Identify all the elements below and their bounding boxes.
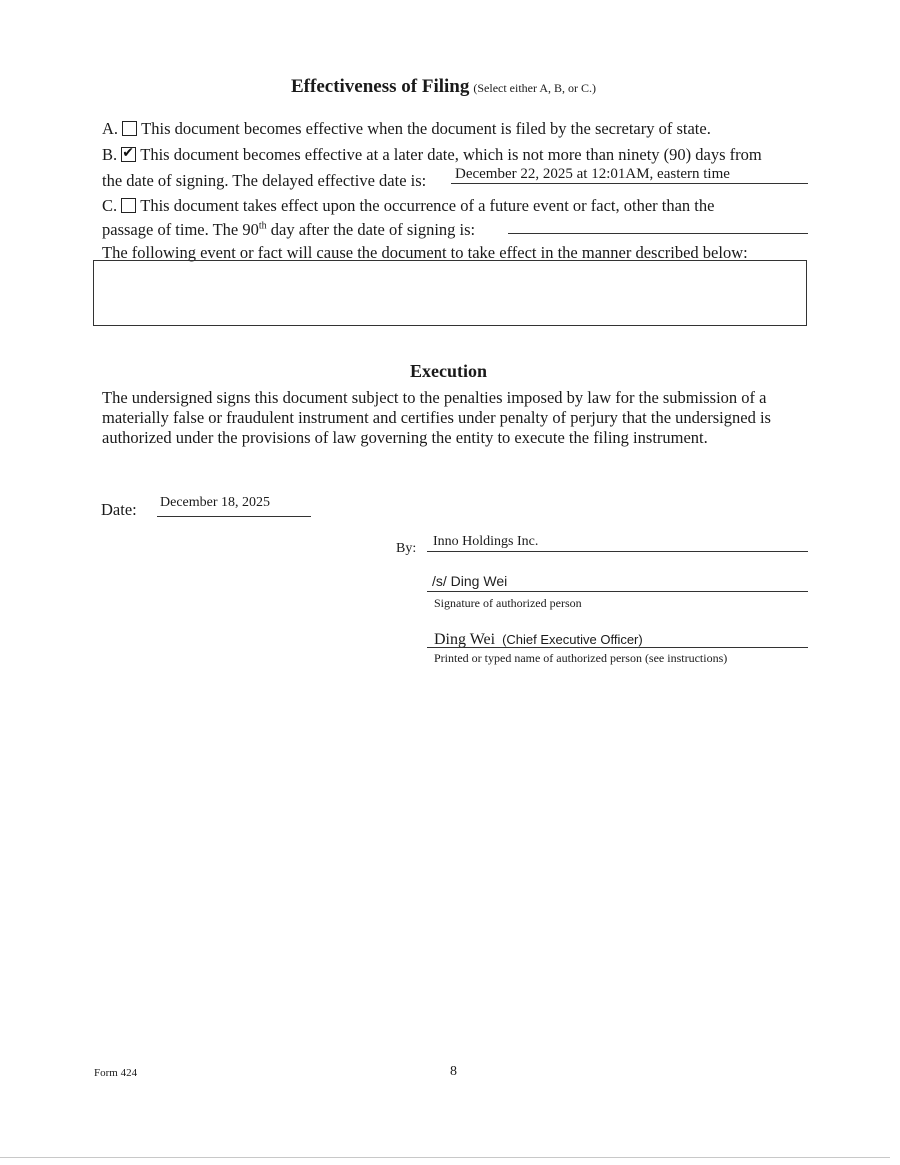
printed-name-underline [427,647,808,648]
option-c-line2 [102,220,475,240]
form-label: Form 424 [94,1067,138,1079]
by-underline [427,551,808,552]
option-b-text2: the date of signing. The delayed effective date is: [102,171,427,190]
option-c-text2-post: day after the date of signing is: [266,220,476,239]
event-textbox[interactable] [93,260,807,326]
option-b-row [102,145,762,165]
option-a-row [102,119,711,139]
by-label: By: [396,541,417,556]
printed-caption: Printed or typed name of authorized person (see instructions) [434,651,728,665]
printed-title: (Chief Executive Officer) [502,632,643,647]
page-number: 8 [450,1064,457,1079]
option-c-text2-pre: passage of time. The 90 [102,220,259,239]
signature-caption: Signature of authorized person [434,596,582,610]
date-label: Date: [101,500,137,519]
option-b-letter: B. [102,145,118,164]
option-b-checkbox[interactable] [121,147,136,162]
option-b-line2 [102,171,426,191]
execution-title: Execution [410,361,488,381]
delayed-date-underline [451,183,808,184]
event-label: The following event or fact will cause the document to take effect in the manner described below: [102,243,748,262]
option-c-text2-sup: th [258,220,267,232]
effectiveness-heading [291,76,596,98]
signature-value[interactable]: /s/ Ding Wei [432,573,508,589]
option-b-text: This document becomes effective at a later date, which is not more than ninety (90) days from [140,145,762,164]
option-a-text: This document becomes effective when the document is filed by the secretary of state. [141,119,711,138]
printed-name: Ding Wei [434,631,496,648]
option-a-checkbox[interactable] [122,121,137,136]
effectiveness-title: Effectiveness of Filing [291,76,470,97]
option-a-letter: A. [102,119,119,138]
execution-paragraph-line1: The undersigned signs this document subject to the penalties imposed by law for the submission of a [102,388,767,407]
effectiveness-subtitle: (Select either A, B, or C.) [473,81,596,95]
option-c-checkbox[interactable] [121,198,136,213]
execution-paragraph-line3: authorized under the provisions of law governing the entity to execute the filing instrument. [102,428,708,447]
by-value[interactable]: Inno Holdings Inc. [433,534,539,549]
option-c-text: This document takes effect upon the occurrence of a future event or fact, other than the [140,196,715,215]
delayed-date-value[interactable]: December 22, 2025 at 12:01AM, eastern time [455,166,730,182]
date-value[interactable]: December 18, 2025 [160,495,271,510]
scan-edge-divider [0,1157,890,1158]
option-c-letter: C. [102,196,118,215]
signature-underline [427,591,808,592]
execution-paragraph-line2: materially false or fraudulent instrument and certifies under penalty of perjury that the undersigned is [102,408,771,427]
date-underline [157,516,311,517]
option-c-row [102,196,714,216]
ninetieth-day-underline [508,233,808,234]
